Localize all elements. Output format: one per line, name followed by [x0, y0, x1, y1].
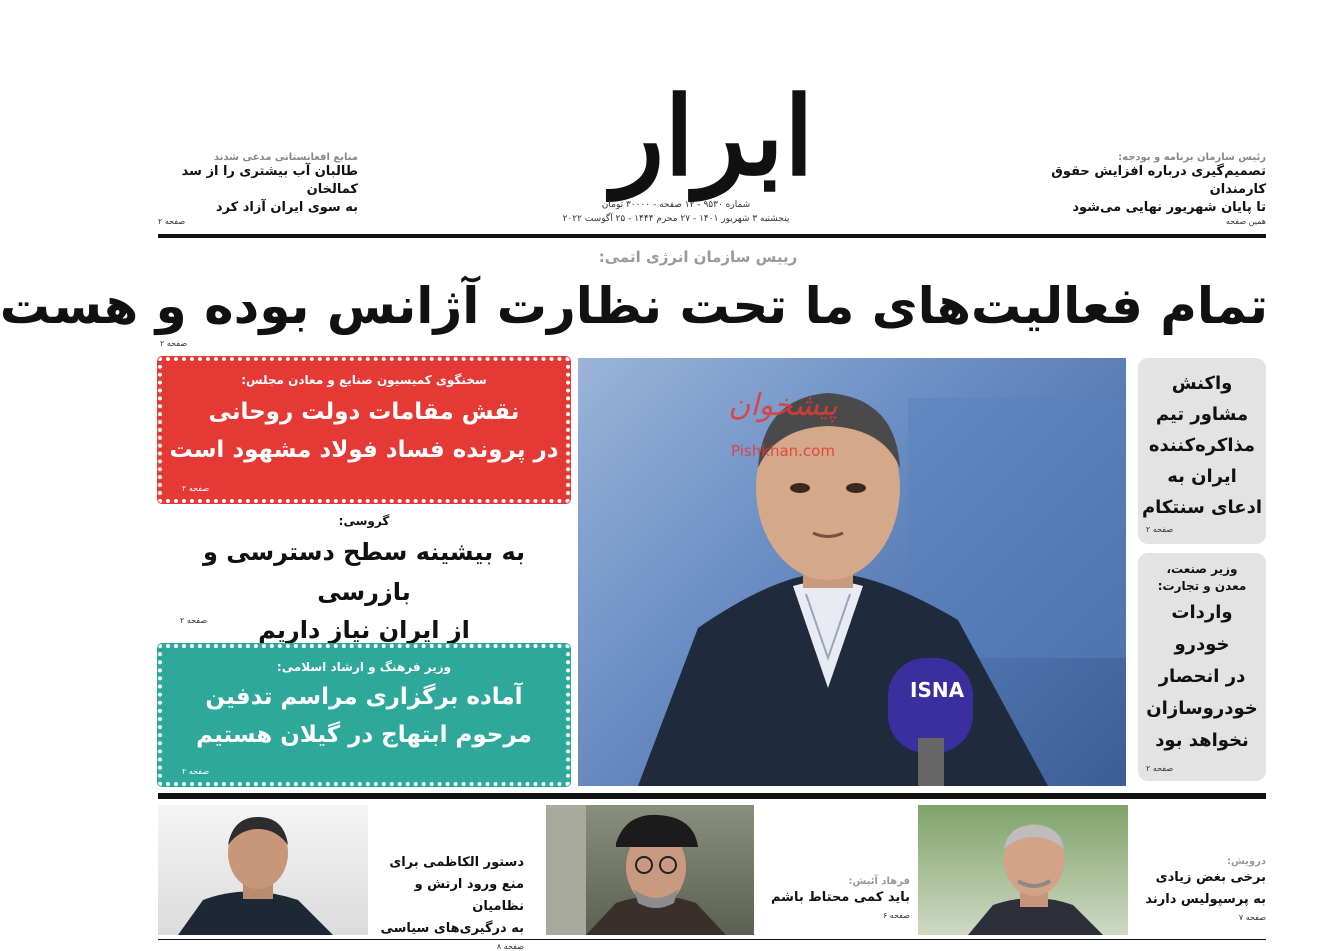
top-right-line1: تصمیم‌گیری درباره افزایش حقوق کارمندان: [1051, 164, 1266, 197]
lead-photo[interactable]: [578, 358, 1126, 786]
gray-story-box-1[interactable]: [1138, 358, 1266, 544]
red-box-page: صفحه ۲: [182, 484, 210, 493]
top-left-kicker: منابع افغانستانی مدعی شدند: [213, 152, 358, 163]
top-left-page: صفحه ۲: [158, 217, 186, 226]
red-box-line1: نقش مقامات دولت روحانی: [208, 399, 520, 425]
main-kicker: رییس سازمان انرژی اتمی:: [598, 248, 798, 266]
strip-story-2-line1: باید کمی محتاط باشم: [770, 890, 910, 905]
top-left-line2: به سوی ایران آزاد کرد: [215, 200, 358, 215]
middle-story-line1: به بیشینه سطح دسترسی و بازرسی: [202, 538, 526, 606]
gray-box-2-kicker1: وزیر صنعت،: [1166, 562, 1238, 576]
strip-photo-3[interactable]: [918, 805, 1128, 935]
gray-box-2-kicker2: معدن و تجارت:: [1157, 579, 1247, 593]
gray-box-1-line1: واکنش: [1171, 373, 1233, 394]
top-right-page: همین صفحه: [1225, 217, 1266, 226]
newspaper-logo: ابرار: [612, 74, 814, 200]
top-left-teaser[interactable]: [158, 152, 358, 226]
strip-photo-1[interactable]: [158, 805, 368, 935]
main-headline[interactable]: تمام فعالیت‌های ما تحت نظارت آژانس بوده و هست: [0, 277, 1268, 335]
red-box-kicker: سخنگوی کمیسیون صنایع و معادن مجلس:: [241, 373, 487, 387]
lead-photo-illustration: [578, 358, 1126, 786]
strip-story-1-line3: به درگیری‌های سیاسی: [380, 921, 524, 936]
strip-story-3-line2: به پرسپولیس دارند: [1145, 892, 1266, 907]
strip-story-2-kicker: فرهاد آئیش:: [848, 876, 910, 887]
strip-story-2-page: صفحه ۶: [882, 911, 910, 920]
gray-box-2-line3: در انحصار: [1158, 666, 1246, 687]
strip-photo-2[interactable]: [546, 805, 754, 935]
teal-box-kicker: وزیر فرهنگ و ارشاد اسلامی:: [276, 660, 452, 674]
strip-story-3-kicker: درویش:: [1227, 856, 1266, 867]
teal-box-line1: آماده برگزاری مراسم تدفین: [205, 684, 523, 710]
masthead-rule: [158, 234, 1266, 238]
mic-label: ISNA: [910, 678, 965, 702]
strip-photo-3-illustration: [918, 805, 1128, 935]
red-box-line2: در پرونده فساد فولاد مشهود است: [169, 437, 559, 463]
strip-story-3-page: صفحه ۷: [1238, 913, 1266, 922]
top-right-teaser[interactable]: [1006, 152, 1266, 226]
issue-date: پنجشنبه ۳ شهریور ۱۴۰۱ - ۲۷ محرم ۱۴۴۴ - ۲۵ آگوست ۲۰۲۲: [562, 214, 790, 224]
strip-story-2[interactable]: [760, 876, 910, 920]
middle-story[interactable]: [158, 514, 570, 648]
gray-box-1-line5: ادعای سنتکام: [1141, 497, 1263, 518]
strip-story-1-line2: منع ورود ارتش و نظامیان: [414, 877, 524, 914]
main-page: صفحه ۲: [160, 339, 188, 348]
strip-photo-1-illustration: [158, 805, 368, 935]
section-rule: [158, 793, 1266, 799]
middle-story-kicker: گروسی:: [338, 514, 390, 528]
teal-box-page: صفحه ۲: [182, 767, 210, 776]
gray-box-2-page: صفحه ۲: [1146, 764, 1174, 773]
gray-box-1-line2: مشاور تیم: [1155, 404, 1249, 425]
top-right-kicker: رئیس سازمان برنامه و بودجه:: [1118, 152, 1266, 163]
gray-box-1-line3: مذاکره‌کننده: [1148, 435, 1256, 456]
red-story-box[interactable]: [158, 357, 570, 503]
strip-story-3[interactable]: [1132, 856, 1266, 922]
gray-story-box-2[interactable]: [1138, 553, 1266, 781]
top-right-line2: تا پایان شهریور نهایی می‌شود: [1072, 200, 1266, 215]
gray-box-2-line4: خودروسازان: [1146, 698, 1258, 719]
strip-story-1-page: صفحه ۸: [496, 942, 524, 951]
gray-box-2-line2: خودرو: [1174, 634, 1230, 655]
middle-story-page: صفحه ۲: [180, 616, 208, 625]
footer-rule: [158, 939, 1266, 940]
strip-photo-2-illustration: [546, 805, 754, 935]
gray-box-2-line5: نخواهد بود: [1155, 730, 1249, 751]
strip-story-3-line1: برخی بغض زیادی: [1155, 870, 1266, 885]
issue-info: شماره ۹۵۳۰ - ۱۲ صفحه - ۳۰۰۰۰ تومان: [601, 200, 751, 210]
gray-box-1-page: صفحه ۲: [1146, 525, 1174, 534]
watermark-url: Pishkhan.com: [731, 442, 835, 460]
gray-box-2-line1: واردات: [1171, 602, 1233, 623]
middle-story-line2: از ایران نیاز داریم: [258, 616, 470, 644]
top-left-line1: طالبان آب بیشتری را از سد کمالخان: [181, 164, 358, 197]
strip-story-1-line1: دستور الکاظمی برای: [389, 855, 524, 870]
gray-box-1-line4: ایران به: [1167, 466, 1237, 487]
strip-story-1[interactable]: [374, 852, 524, 951]
teal-box-line2: مرحوم ابتهاج در گیلان هستیم: [196, 722, 532, 748]
teal-story-box[interactable]: [158, 644, 570, 786]
watermark-persian: پیشخوان: [728, 388, 838, 423]
